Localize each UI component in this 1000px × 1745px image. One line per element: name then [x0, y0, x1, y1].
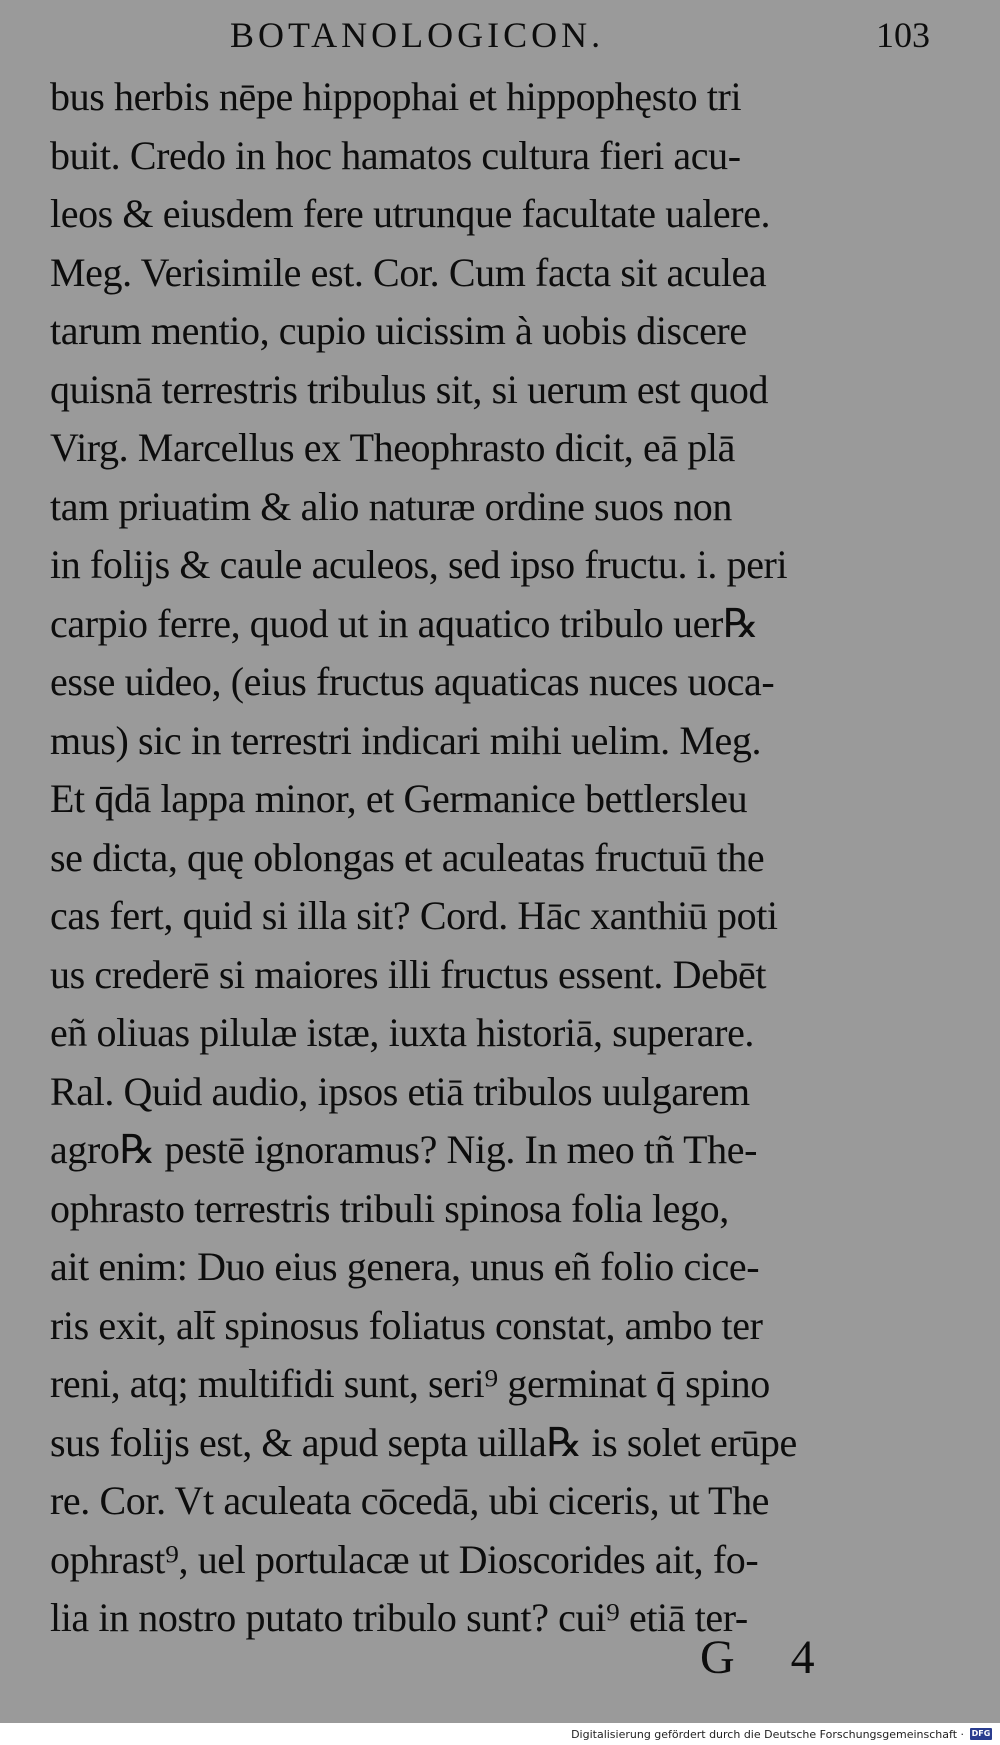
text-line: mus) sic in terrestri indicari mihi uelim. Meg. — [50, 717, 762, 763]
running-title: BOTANOLOGICON. — [230, 15, 605, 55]
text-line: se dicta, quę oblongas et aculeatas fructuū the — [50, 834, 765, 880]
digitization-footer — [0, 1723, 1000, 1745]
text-line: buit. Credo in hoc hamatos cultura fieri acu- — [50, 132, 741, 178]
text-line: tarum mentio, cupio uicissim à uobis discere — [50, 308, 747, 353]
page-header — [0, 14, 1000, 58]
text-line: cas fert, quid si illa sit? Cord. Hāc xanthiū poti — [50, 893, 778, 938]
text-line: ophrast⁹, uel portulacæ ut Dioscorides ait, fo- — [50, 1536, 759, 1582]
text-line: Virg. Marcellus ex Theophrasto dicit, eā plā — [50, 425, 735, 470]
text-line: Ral. Quid audio, ipsos etiā tribulos uulgarem — [50, 1068, 750, 1114]
text-line: Meg. Verisimile est. Cor. Cum facta sit aculea — [50, 249, 767, 295]
page-number: 103 — [876, 15, 930, 55]
text-line: re. Cor. Vt aculeata cōcedā, ubi ciceris, ut The — [50, 1478, 770, 1523]
text-line: tam priuatim & alio naturæ ordine suos non — [50, 483, 732, 529]
text-line: bus herbis nēpe hippophai et hippophęsto tri — [50, 74, 742, 119]
funding-credit: Digitalisierung gefördert durch die Deutsche Forschungsgemeinschaft · — [571, 1727, 964, 1741]
dfg-logo-icon: DFG — [971, 1729, 991, 1738]
text-line: us crederē si maiores illi fructus essent. Debēt — [50, 951, 767, 997]
text-line: ris exit, alt̄ spinosus foliatus constat, ambo ter — [50, 1302, 763, 1348]
text-line: ait enim: Duo eius genera, unus eñ folio cice- — [50, 1244, 760, 1289]
text-line: leos & eiusdem fere utrunque facultate ualere. — [50, 191, 771, 236]
text-line: reni, atq; multifidi sunt, seri⁹ germinat q̄ spino — [50, 1361, 770, 1406]
text-line: quisnā terrestris tribulus sit, si uerum est quod — [50, 366, 769, 412]
text-line: lia in nostro putato tribulo sunt? cui⁹ etiā ter- — [50, 1595, 748, 1640]
text-line: Et q̄dā lappa minor, et Germanice bettlersleu — [50, 776, 748, 821]
text-line: agro℞ pestē ignoramus? Nig. In meo tñ The- — [50, 1127, 758, 1172]
body-text — [50, 68, 970, 1648]
text-line: carpio ferre, quod ut in aquatico tribulo uer℞ — [50, 600, 759, 646]
text-line: eñ oliuas pilulæ istæ, iuxta historiā, superare. — [50, 1010, 755, 1055]
text-line: in folijs & caule aculeos, sed ipso fructu. i. peri — [50, 542, 788, 587]
text-line: esse uideo, (eius fructus aquaticas nuces uoca- — [50, 659, 775, 704]
text-line: ophrasto terrestris tribuli spinosa folia lego, — [50, 1185, 729, 1231]
signature-mark: G 4 — [700, 1631, 837, 1684]
text-line: sus folijs est, & apud septa uilla℞ is solet erūpe — [50, 1419, 797, 1465]
